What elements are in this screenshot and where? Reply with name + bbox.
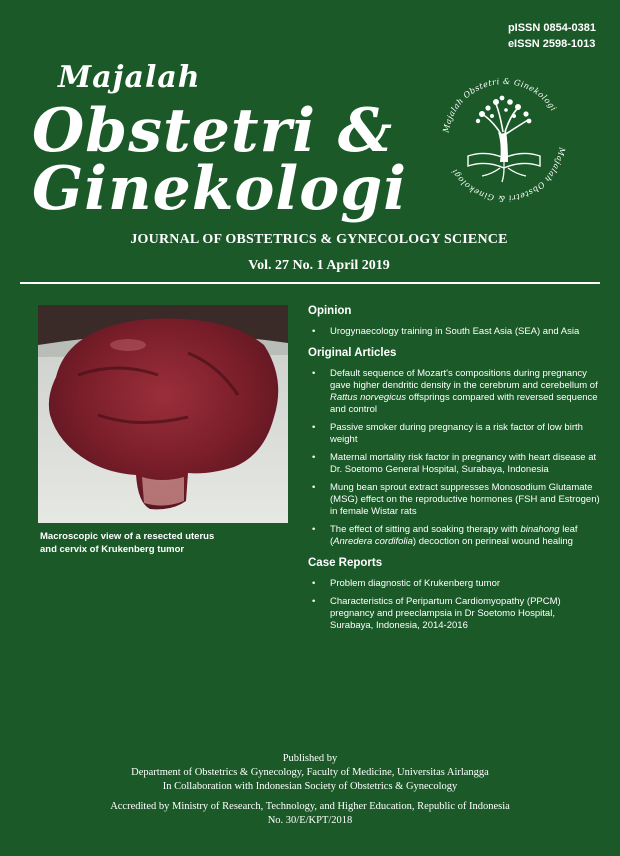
accreditation-line: Accredited by Ministry of Research, Technology, and Higher Education, Republic of Indonesia xyxy=(110,801,510,812)
section-heading: Original Articles xyxy=(308,347,397,359)
section-heading: Case Reports xyxy=(308,557,383,569)
bullet-icon: • xyxy=(312,326,316,337)
issue-info: Vol. 27 No. 1 April 2019 xyxy=(248,258,390,273)
svg-text:Majalah Obstetri & Ginekologi xyxy=(441,77,558,134)
issn-block xyxy=(508,20,596,52)
article-item: • The effect of sitting and soaking therapy with binahong leaf (Anredera cordifolia) decoction on perineal wound healing xyxy=(312,524,578,547)
section-heading: Opinion xyxy=(308,305,352,317)
article-item: • Maternal mortality risk factor in pregnancy with heart disease at Dr. Soetomo General Hospital, Surabaya, Indonesia xyxy=(312,452,597,475)
journal-title-majalah: Majalah xyxy=(58,60,201,95)
article-list xyxy=(308,578,600,632)
article-item: • Passive smoker during pregnancy is a risk factor of low birth weight xyxy=(312,422,583,445)
publisher-collaboration: In Collaboration with Indonesian Society of Obstetrics & Gynecology xyxy=(162,781,458,792)
print-issn: pISSN 0854-0381 xyxy=(507,22,596,34)
bullet-icon: • xyxy=(312,578,316,589)
svg-text:Majalah Obstetri & Ginekologi xyxy=(450,146,567,203)
article-list xyxy=(308,326,600,338)
article-item: • Problem diagnostic of Krukenberg tumor xyxy=(312,578,501,589)
caption-line-2: and cervix of Krukenberg tumor xyxy=(40,544,185,555)
bullet-icon: • xyxy=(312,452,316,463)
emblem-ring-text: Majalah Obstetri & Ginekologi xyxy=(441,76,559,134)
journal-title-ginekologi: Ginekologi xyxy=(32,154,407,224)
emblem-ring-text-2: Majalah Obstetri & Ginekologi xyxy=(449,146,567,204)
bullet-icon: • xyxy=(312,422,316,433)
article-list xyxy=(308,368,600,548)
table-of-contents xyxy=(308,304,600,640)
accreditation-number: No. 30/E/KPT/2018 xyxy=(267,815,353,826)
bullet-icon: • xyxy=(312,596,316,607)
tree-book-emblem-icon xyxy=(438,74,570,206)
article-item: • Mung bean sprout extract suppresses Monosodium Glutamate (MSG) effect on the reproductive hormones (FSH and Estrogen) in female Wistar rats xyxy=(312,482,600,517)
article-item: • Characteristics of Peripartum Cardiomyopathy (PPCM) pregnancy and preeclampsia in Dr Soetomo Hospital, Surabaya, Indonesia, 2014-2016 xyxy=(312,596,561,631)
electronic-issn: eISSN 2598-1013 xyxy=(507,38,596,50)
header-divider xyxy=(20,282,600,284)
published-by-label: Published by xyxy=(282,753,338,764)
bullet-icon: • xyxy=(312,482,316,493)
caption-line-1: Macroscopic view of a resected uterus xyxy=(40,531,215,542)
species-name: Rattus norvegicus xyxy=(330,392,407,403)
uterus-specimen-photo-icon xyxy=(38,305,288,523)
species-name: binahong xyxy=(520,524,560,535)
publisher-department: Department of Obstetrics & Gynecology, Faculty of Medicine, Universitas Airlangga xyxy=(131,767,489,778)
article-item: • Default sequence of Mozart's compositions during pregnancy gave higher dendritic density in the cerebrum and cerebellum of Rattus norvegicus offsprings compared with reversed sequence and control xyxy=(312,368,598,415)
species-name: Anredera cordifolia xyxy=(333,536,413,547)
article-item: • Urogynaecology training in South East Asia (SEA) and Asia xyxy=(312,326,580,337)
bullet-icon: • xyxy=(312,368,316,379)
journal-title-obstetri: Obstetri & xyxy=(32,96,394,166)
bullet-icon: • xyxy=(312,524,316,535)
photo-caption xyxy=(40,530,280,556)
publisher-footer xyxy=(0,752,620,828)
journal-subtitle: JOURNAL OF OBSTETRICS & GYNECOLOGY SCIENCE xyxy=(130,232,508,247)
